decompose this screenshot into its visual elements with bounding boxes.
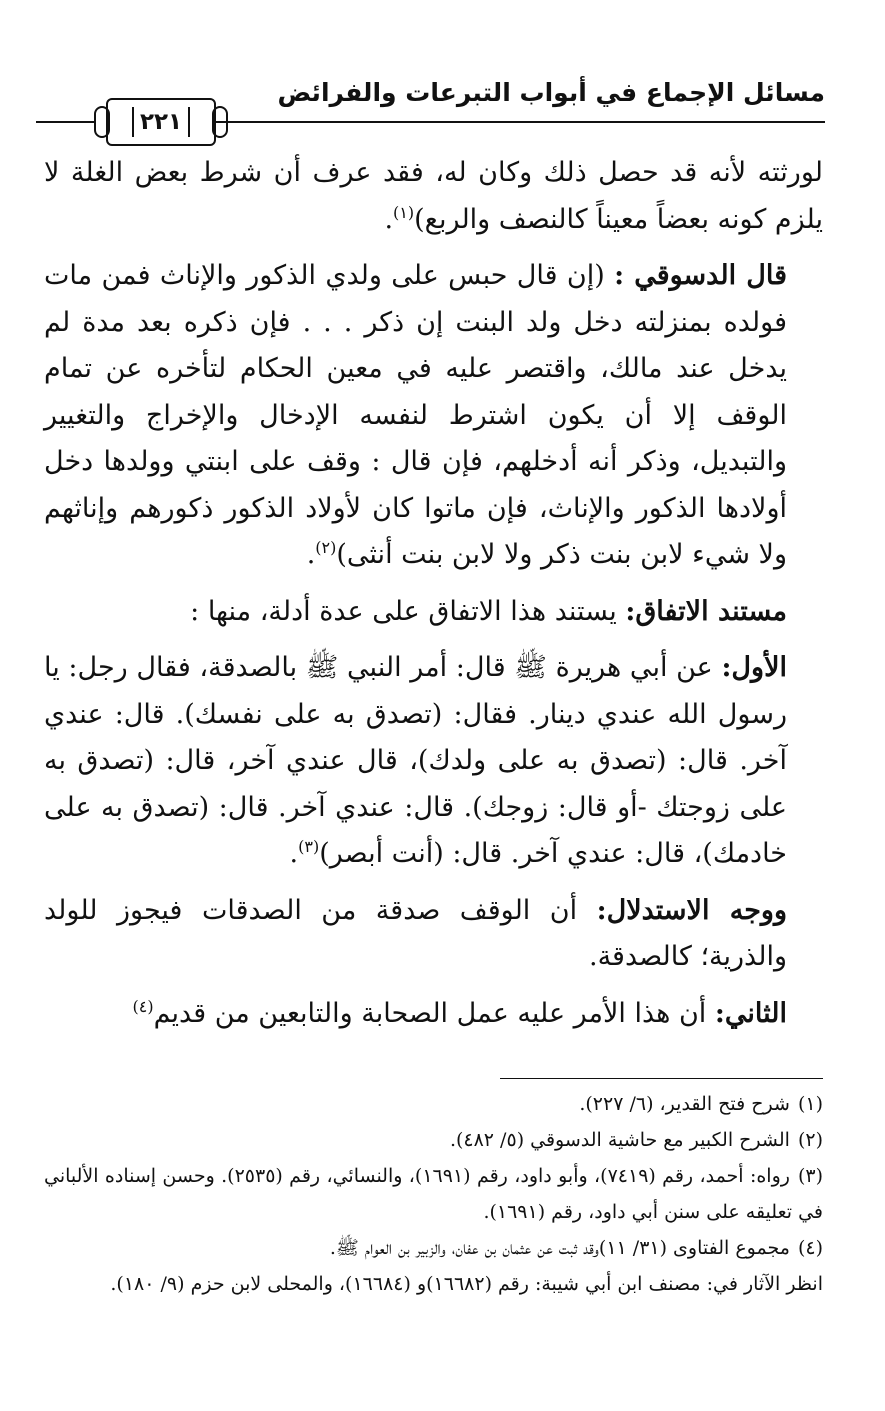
paragraph-text: (إن قال حبس على ولدي الذكور والإناث فمن مات فولده بمنزلته دخل ولد البنت إن ذكر . . . فإن ذكره بعد مدة لم يدخل عند مالك، واقتصر عليه في معين الحكام لتأخره عن تمام الوقف إلا أن يكون اشترط لنفسه الإدخال والإخراج والتغيير والتبديل، وذكر أنه أدخلهم، فإن قال : وقف على ابنتي وولدها دخل أولادها الذكور والإناث، فإن ماتوا كان لأولاد الذكور ذكورهم وإناثهم ولا شيء لابن بنت ذكر ولا لابن بنت أنثى)	[44, 260, 788, 570]
paragraph-end: .	[384, 203, 394, 235]
paragraph	[44, 589, 823, 636]
paragraph-end: .	[289, 838, 299, 869]
footnote	[44, 1086, 823, 1122]
page-number-ornament	[106, 98, 216, 146]
footnote-number: (٣)	[797, 1165, 823, 1187]
footnote-ref: (١)	[393, 202, 415, 222]
footnote-ref: (٢)	[315, 538, 337, 557]
page-number: ٢٢١	[132, 107, 190, 137]
footnote	[44, 1158, 823, 1230]
footnote-text: مجموع الفتاوى (٣١/ ١١)وقد ثبت عن عثمان بن عفان، والزبير بن العوام ﷺ.	[329, 1237, 790, 1259]
footnote-number: (١)	[797, 1093, 823, 1115]
paragraph-lead: الثاني:	[714, 997, 787, 1029]
paragraph	[44, 253, 823, 579]
header-rule	[205, 121, 825, 123]
footnote	[44, 1230, 823, 1266]
footnote-continuation: انظر الآثار في: مصنف ابن أبي شيبة: رقم (١٦٦٨٢)و (١٦٦٨٤)، والمحلى لابن حزم (٩/ ١٨٠).	[110, 1273, 823, 1295]
paragraph-lead: قال الدسوقي :	[614, 260, 787, 291]
paragraph-lead: الأول:	[721, 652, 787, 683]
paragraph-lead: مستند الاتفاق:	[625, 595, 787, 627]
footnote-ref: (٤)	[132, 996, 154, 1016]
footnote-text: الشرح الكبير مع حاشية الدسوقي (٥/ ٤٨٢).	[449, 1129, 790, 1151]
paragraph	[44, 888, 823, 981]
paragraph	[44, 645, 823, 878]
paragraph	[44, 991, 823, 1038]
paragraph-text: يستند هذا الاتفاق على عدة أدلة، منها :	[190, 595, 626, 627]
footnotes	[44, 1086, 823, 1302]
main-text	[44, 150, 823, 1047]
footnote-number: (٢)	[797, 1129, 823, 1151]
footnote-separator	[500, 1078, 823, 1079]
paragraph-end: .	[306, 539, 316, 570]
footnote-ref: (٣)	[298, 837, 320, 856]
running-title: مسائل الإجماع في أبواب التبرعات والفرائض	[277, 78, 825, 107]
footnote-number: (٤)	[797, 1237, 823, 1259]
paragraph-text: لورثته لأنه قد حصل ذلك وكان له، فقد عرف أن شرط بعض الغلة لا يلزم كونه بعضاً معيناً كالنصف والربع)	[44, 157, 823, 235]
paragraph	[44, 150, 823, 243]
paragraph-text: أن هذا الأمر عليه عمل الصحابة والتابعين من قديم	[153, 997, 715, 1029]
paragraph-lead: ووجه الاستدلال:	[596, 894, 787, 926]
footnote	[44, 1122, 823, 1158]
paragraph-text: عن أبي هريرة ﷺ قال: أمر النبي ﷺ بالصدقة، فقال رجل: يا رسول الله عندي دينار. فقال: (تصدق به على نفسك). قال: عندي آخر. قال: (تصدق به على ولدك)، قال عندي آخر، قال: (تصدق به على زوجتك -أو قال: زوجك). قال: عندي آخر. قال: (تصدق به على خادمك)، قال: عندي آخر. قال: (أنت أبصر)	[44, 652, 787, 869]
paragraph-text: أن الوقف صدقة من الصدقات فيجوز للولد والذرية؛ كالصدقة.	[44, 894, 787, 972]
footnote-text: رواه: أحمد، رقم (٧٤١٩)، وأبو داود، رقم (١٦٩١)، والنسائي، رقم (٢٥٣٥). وحسن إسناده الألباني في تعليقه على سنن أبي داود، رقم (١٦٩١).	[44, 1165, 823, 1223]
footnote-text: شرح فتح القدير، (٦/ ٢٢٧).	[579, 1093, 790, 1115]
header-rule-left	[36, 121, 96, 123]
page-header	[36, 68, 825, 135]
